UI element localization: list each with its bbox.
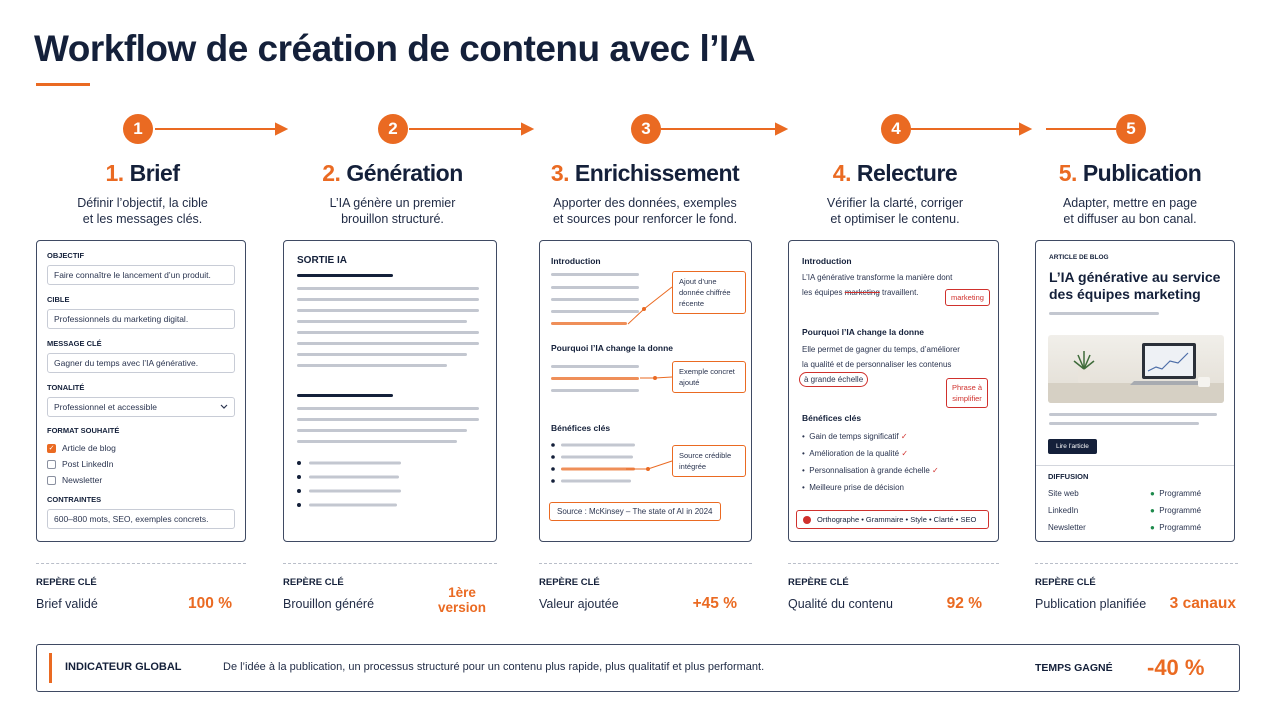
repere-label: REPÈRE CLÉ	[788, 577, 849, 588]
title-placeholder-line	[297, 274, 393, 277]
source-box: Source : McKinsey – The state of AI in 2024	[549, 502, 721, 521]
format-option-linkedin[interactable]: Post LinkedIn	[47, 457, 114, 471]
section2-line-2: la qualité et de personnaliser les contenus	[802, 360, 952, 369]
relecture-card	[788, 240, 999, 542]
divider	[1036, 465, 1234, 466]
text-placeholder-line	[1049, 312, 1159, 315]
dashed-divider	[539, 563, 752, 564]
correction-note-marketing: marketing	[945, 289, 990, 306]
circled-phrase: à grande échelle	[799, 372, 868, 387]
article-title: L’IA générative au service des équipes marketing	[1049, 269, 1221, 302]
record-dot-icon	[803, 516, 811, 524]
dashed-divider	[283, 563, 497, 564]
page-title: Workflow de création de contenu avec l’IA	[34, 28, 756, 69]
repere-text: Valeur ajoutée	[539, 597, 619, 611]
repere-text: Brouillon généré	[283, 597, 375, 611]
bullet-placeholder-list	[297, 460, 417, 525]
channel-status: ● Programmé	[1150, 506, 1202, 515]
intro-line-1: L’IA générative transforme la manière dont	[802, 273, 953, 282]
check-icon: ✓	[932, 466, 939, 475]
step-5-description: Adapter, mettre en page et diffuser au bon canal.	[1062, 196, 1198, 226]
section-pourquoi: Pourquoi l’IA change la donne	[802, 327, 924, 337]
format-option-blog[interactable]: ✓ Article de blog	[48, 443, 116, 453]
status-dot-icon: ●	[1150, 506, 1155, 515]
channel-name: LinkedIn	[1048, 506, 1079, 515]
text-placeholder-line	[297, 309, 479, 312]
text-placeholder-line	[297, 429, 467, 432]
step-5-number-icon: 5	[1116, 114, 1146, 144]
repere-value: +45 %	[692, 595, 737, 612]
section-pourquoi: Pourquoi l’IA change la donne	[551, 343, 673, 353]
text-placeholder-line	[297, 407, 479, 410]
message-label: MESSAGE CLÉ	[47, 339, 102, 348]
text-placeholder-line	[297, 353, 467, 356]
step-1-title: 1. Brief	[105, 160, 180, 186]
message-field[interactable]: Gagner du temps avec l’IA générative.	[47, 353, 235, 373]
repere-label: REPÈRE CLÉ	[1035, 577, 1096, 588]
text-placeholder-line	[297, 331, 479, 334]
contraintes-label: CONTRAINTES	[47, 495, 102, 504]
read-article-button[interactable]: Lire l’article	[1048, 439, 1097, 454]
struck-word: marketing	[844, 288, 880, 297]
note-connectors	[540, 241, 753, 501]
section-introduction: Introduction	[802, 256, 852, 266]
dashed-divider	[1035, 563, 1238, 564]
step-2-description: L’IA génère un premier brouillon structuré.	[329, 196, 456, 226]
brief-card	[36, 240, 246, 542]
benefit-item: • Personnalisation à grande échelle ✓	[802, 466, 939, 475]
repere-text: Publication planifiée	[1035, 597, 1147, 611]
section-benefices: Bénéfices clés	[802, 413, 862, 423]
text-placeholder-line	[1049, 422, 1199, 425]
check-icon: ✓	[900, 432, 908, 441]
text-placeholder-line	[1049, 413, 1217, 416]
dashed-divider	[788, 563, 999, 564]
checkbox-icon	[47, 476, 56, 485]
benefit-item: • Meilleure prise de décision	[802, 483, 904, 492]
format-option-newsletter[interactable]: Newsletter	[47, 473, 102, 487]
indicator-label: INDICATEUR GLOBAL	[65, 661, 182, 673]
dashed-divider	[36, 563, 246, 564]
repere-label: REPÈRE CLÉ	[539, 577, 600, 588]
tonalite-label: TONALITÉ	[47, 383, 85, 392]
article-image	[1048, 335, 1224, 403]
sortie-ia-label: SORTIE IA	[297, 255, 348, 266]
step-1-number-icon: 1	[123, 114, 153, 144]
section-benefices: Bénéfices clés	[551, 423, 611, 433]
section-introduction: Introduction	[551, 256, 601, 266]
repere-label: REPÈRE CLÉ	[36, 577, 97, 588]
bullet-placeholder-icon	[297, 460, 417, 520]
format-label: FORMAT SOUHAITÉ	[47, 426, 120, 435]
step-5-title: 5. Publication	[1058, 160, 1202, 186]
laptop-photo-icon	[1048, 335, 1224, 403]
step-2-title: 2. Génération	[322, 160, 463, 186]
repere-value: 92 %	[946, 595, 982, 612]
benefit-item: • Amélioration de la qualité ✓	[802, 449, 909, 458]
channel-status: ● Programmé	[1150, 489, 1202, 498]
contraintes-field[interactable]: 600–800 mots, SEO, exemples concrets.	[47, 509, 235, 529]
intro-line-2: les équipes marketing travaillent.	[802, 288, 919, 297]
repere-text: Brief validé	[36, 597, 98, 611]
diffusion-label: DIFFUSION	[1048, 472, 1089, 481]
repere-value: 3 canaux	[1169, 595, 1236, 612]
article-tag: ARTICLE DE BLOG	[1049, 254, 1109, 261]
enrich-note-3: Source crédible intégrée	[672, 445, 746, 477]
text-placeholder-line	[297, 287, 479, 290]
text-placeholder-line	[297, 418, 479, 421]
step-3-title: 3. Enrichissement	[550, 160, 740, 186]
step-4-description: Vérifier la clarté, corriger et optimiser le contenu.	[826, 196, 964, 226]
checks-bar: Orthographe • Grammaire • Style • Clarté • SEO	[796, 510, 989, 529]
text-placeholder-line	[297, 342, 479, 345]
global-indicator-panel	[36, 644, 1240, 692]
checkbox-icon	[47, 460, 56, 469]
enrich-note-1: Ajout d’une donnée chiffrée récente	[672, 271, 746, 314]
channel-name: Site web	[1048, 489, 1079, 498]
time-saved-value: -40 %	[1147, 655, 1205, 680]
cible-label: CIBLE	[47, 295, 70, 304]
repere-text: Qualité du contenu	[788, 597, 893, 611]
generation-card	[283, 240, 497, 542]
publication-card	[1035, 240, 1235, 542]
status-dot-icon: ●	[1150, 523, 1155, 532]
text-placeholder-line	[297, 298, 479, 301]
step-3-description: Apporter des données, exemples et sources pour renforcer le fond.	[552, 196, 738, 226]
time-saved-label: TEMPS GAGNÉ	[1035, 662, 1113, 674]
repere-value: 1ère version	[437, 585, 487, 615]
objectif-field[interactable]: Faire connaître le lancement d’un produit.	[47, 265, 235, 285]
check-icon: ✓	[901, 449, 909, 458]
checkbox-checked-icon: ✓	[48, 445, 55, 452]
cible-field[interactable]: Professionnels du marketing digital.	[47, 309, 235, 329]
section2-line-1: Elle permet de gagner du temps, d’améliorer	[802, 345, 960, 354]
enrich-note-2: Exemple concret ajouté	[672, 361, 746, 393]
channel-name: Newsletter	[1048, 523, 1086, 532]
benefits-list	[802, 429, 939, 497]
text-placeholder-line	[297, 320, 467, 323]
indicator-text: De l’idée à la publication, un processus structuré pour un contenu plus rapide, plus qualitatif et plus performant.	[223, 661, 765, 673]
step-4-title: 4. Relecture	[832, 160, 958, 186]
step-4-number-icon: 4	[881, 114, 911, 144]
channel-status: ● Programmé	[1150, 523, 1202, 532]
text-placeholder-line	[297, 364, 447, 367]
tonalite-selected-value: Professionnel et accessible	[54, 402, 158, 412]
benefit-item: • Gain de temps significatif ✓	[802, 432, 908, 441]
repere-label: REPÈRE CLÉ	[283, 577, 344, 588]
correction-note-phrase: Phrase à simplifier	[946, 378, 988, 408]
tonalite-select[interactable]	[47, 397, 235, 417]
text-placeholder-line	[297, 440, 457, 443]
chevron-down-icon	[220, 404, 228, 410]
step-2-number-icon: 2	[378, 114, 408, 144]
step-3-number-icon: 3	[631, 114, 661, 144]
objectif-label: OBJECTIF	[47, 251, 85, 260]
subtitle-placeholder-line	[297, 394, 393, 397]
status-dot-icon: ●	[1150, 489, 1155, 498]
accent-bar	[49, 653, 52, 683]
title-underline	[36, 83, 90, 86]
step-1-description: Définir l’objectif, la cible et les messages clés.	[77, 196, 208, 226]
enrichissement-card	[539, 240, 752, 542]
repere-value: 100 %	[188, 595, 232, 612]
